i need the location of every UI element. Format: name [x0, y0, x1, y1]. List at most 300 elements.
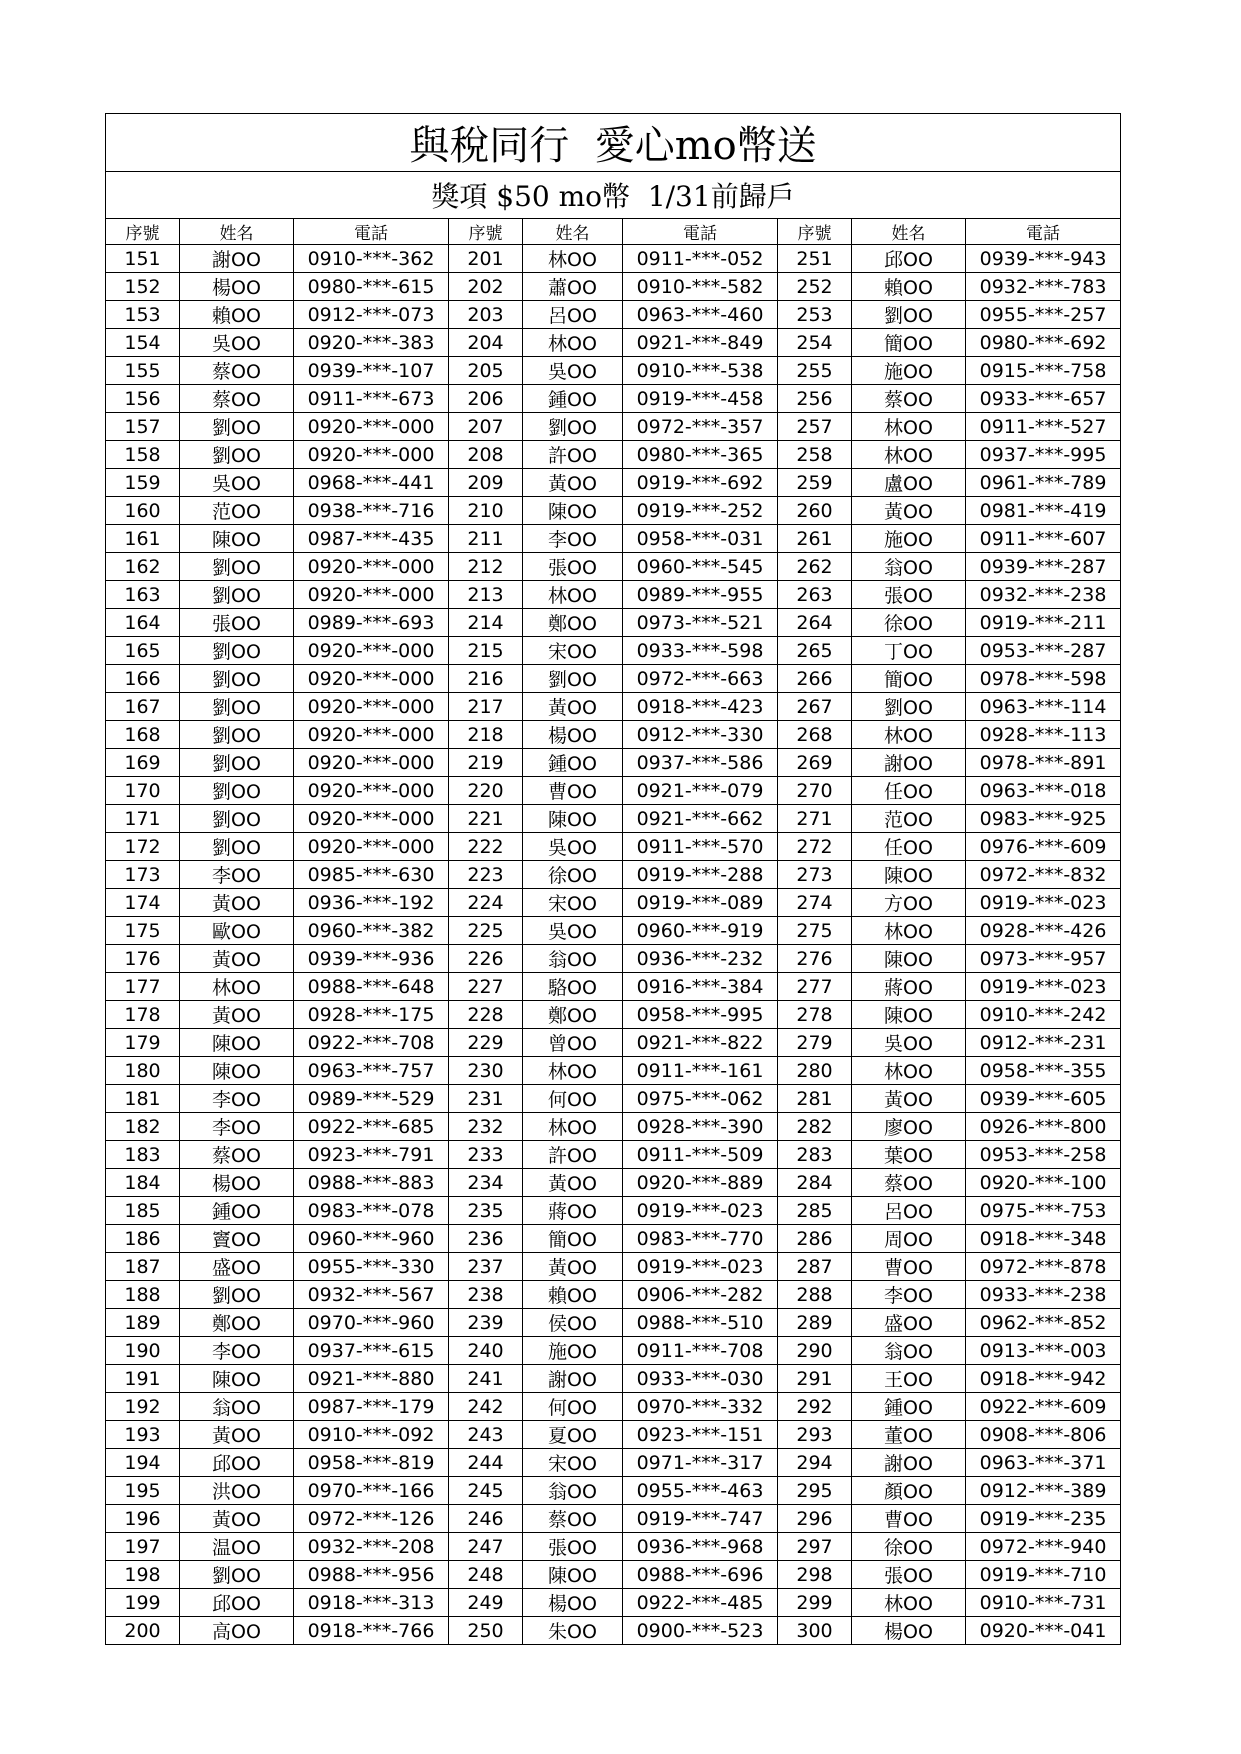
- table-row: [106, 525, 1121, 553]
- name-cell: 劉OO: [180, 805, 294, 833]
- serial-cell: 236: [449, 1225, 523, 1253]
- serial-cell: 214: [449, 609, 523, 637]
- phone-cell: 0921-***-880: [294, 1365, 449, 1393]
- table-row: [106, 1337, 1121, 1365]
- phone-cell: 0989-***-529: [294, 1085, 449, 1113]
- serial-cell: 203: [449, 301, 523, 329]
- table-row: [106, 1393, 1121, 1421]
- phone-cell: 0920-***-000: [294, 637, 449, 665]
- phone-cell: 0922-***-485: [623, 1589, 778, 1617]
- serial-cell: 232: [449, 1113, 523, 1141]
- phone-cell: 0921-***-822: [623, 1029, 778, 1057]
- name-cell: 劉OO: [852, 301, 966, 329]
- name-cell: 林OO: [852, 1057, 966, 1085]
- name-cell: 朱OO: [523, 1617, 623, 1645]
- phone-cell: 0923-***-151: [623, 1421, 778, 1449]
- name-cell: 施OO: [852, 525, 966, 553]
- serial-cell: 167: [106, 693, 180, 721]
- name-cell: 翁OO: [852, 1337, 966, 1365]
- serial-cell: 187: [106, 1253, 180, 1281]
- phone-cell: 0911-***-570: [623, 833, 778, 861]
- serial-cell: 262: [778, 553, 852, 581]
- name-cell: 楊OO: [180, 273, 294, 301]
- serial-cell: 272: [778, 833, 852, 861]
- phone-cell: 0983-***-925: [966, 805, 1121, 833]
- name-cell: 林OO: [523, 329, 623, 357]
- name-cell: 劉OO: [852, 693, 966, 721]
- name-cell: 李OO: [852, 1281, 966, 1309]
- phone-cell: 0988-***-510: [623, 1309, 778, 1337]
- phone-cell: 0980-***-692: [966, 329, 1121, 357]
- name-cell: 翁OO: [180, 1393, 294, 1421]
- serial-cell: 193: [106, 1421, 180, 1449]
- table-row: [106, 777, 1121, 805]
- page-title: 與稅同行 愛心mo幣送: [106, 114, 1121, 172]
- name-cell: 廖OO: [852, 1113, 966, 1141]
- name-cell: 陳OO: [180, 1029, 294, 1057]
- phone-cell: 0938-***-716: [294, 497, 449, 525]
- phone-cell: 0918-***-313: [294, 1589, 449, 1617]
- serial-cell: 261: [778, 525, 852, 553]
- table-row: [106, 637, 1121, 665]
- phone-cell: 0963-***-371: [966, 1449, 1121, 1477]
- name-cell: 陳OO: [180, 1365, 294, 1393]
- serial-cell: 208: [449, 441, 523, 469]
- phone-cell: 0939-***-287: [966, 553, 1121, 581]
- name-cell: 陳OO: [180, 1057, 294, 1085]
- phone-cell: 0922-***-685: [294, 1113, 449, 1141]
- phone-cell: 0910-***-731: [966, 1589, 1121, 1617]
- phone-cell: 0920-***-000: [294, 833, 449, 861]
- name-cell: 顏OO: [852, 1477, 966, 1505]
- serial-cell: 291: [778, 1365, 852, 1393]
- column-header-serial: 序號: [778, 219, 852, 245]
- name-cell: 許OO: [523, 441, 623, 469]
- serial-cell: 251: [778, 245, 852, 273]
- table-row: [106, 1001, 1121, 1029]
- serial-cell: 294: [778, 1449, 852, 1477]
- serial-cell: 241: [449, 1365, 523, 1393]
- serial-cell: 205: [449, 357, 523, 385]
- phone-cell: 0933-***-238: [966, 1281, 1121, 1309]
- serial-cell: 225: [449, 917, 523, 945]
- table-row: [106, 1505, 1121, 1533]
- serial-cell: 185: [106, 1197, 180, 1225]
- name-cell: 翁OO: [852, 553, 966, 581]
- phone-cell: 0972-***-126: [294, 1505, 449, 1533]
- table-row: [106, 721, 1121, 749]
- serial-cell: 246: [449, 1505, 523, 1533]
- phone-cell: 0953-***-287: [966, 637, 1121, 665]
- name-cell: 何OO: [523, 1085, 623, 1113]
- name-cell: 鄭OO: [180, 1309, 294, 1337]
- serial-cell: 245: [449, 1477, 523, 1505]
- phone-cell: 0932-***-238: [966, 581, 1121, 609]
- serial-cell: 200: [106, 1617, 180, 1645]
- name-cell: 黃OO: [180, 889, 294, 917]
- phone-cell: 0916-***-384: [623, 973, 778, 1001]
- phone-cell: 0975-***-062: [623, 1085, 778, 1113]
- name-cell: 葉OO: [852, 1141, 966, 1169]
- phone-cell: 0920-***-000: [294, 553, 449, 581]
- column-header-serial: 序號: [106, 219, 180, 245]
- phone-cell: 0971-***-317: [623, 1449, 778, 1477]
- serial-cell: 207: [449, 413, 523, 441]
- name-cell: 賴OO: [523, 1281, 623, 1309]
- phone-cell: 0918-***-423: [623, 693, 778, 721]
- phone-cell: 0919-***-023: [966, 973, 1121, 1001]
- name-cell: 林OO: [852, 441, 966, 469]
- name-cell: 呂OO: [852, 1197, 966, 1225]
- table-row: [106, 385, 1121, 413]
- table-row: [106, 1113, 1121, 1141]
- name-cell: 温OO: [180, 1533, 294, 1561]
- phone-cell: 0910-***-362: [294, 245, 449, 273]
- serial-cell: 242: [449, 1393, 523, 1421]
- serial-cell: 176: [106, 945, 180, 973]
- phone-cell: 0911-***-673: [294, 385, 449, 413]
- column-header-phone: 電話: [294, 219, 449, 245]
- phone-cell: 0920-***-000: [294, 721, 449, 749]
- table-row: [106, 805, 1121, 833]
- column-header-phone: 電話: [966, 219, 1121, 245]
- table-row: [106, 945, 1121, 973]
- phone-cell: 0912-***-073: [294, 301, 449, 329]
- name-cell: 丁OO: [852, 637, 966, 665]
- serial-cell: 263: [778, 581, 852, 609]
- serial-cell: 165: [106, 637, 180, 665]
- name-cell: 吳OO: [180, 329, 294, 357]
- serial-cell: 267: [778, 693, 852, 721]
- column-header-serial: 序號: [449, 219, 523, 245]
- name-cell: 劉OO: [180, 553, 294, 581]
- phone-cell: 0968-***-441: [294, 469, 449, 497]
- name-cell: 竇OO: [180, 1225, 294, 1253]
- table-row: [106, 1533, 1121, 1561]
- serial-cell: 254: [778, 329, 852, 357]
- name-cell: 張OO: [523, 553, 623, 581]
- phone-cell: 0960-***-960: [294, 1225, 449, 1253]
- name-cell: 黃OO: [523, 693, 623, 721]
- serial-cell: 239: [449, 1309, 523, 1337]
- name-cell: 李OO: [180, 1113, 294, 1141]
- serial-cell: 162: [106, 553, 180, 581]
- serial-cell: 169: [106, 749, 180, 777]
- subtitle-row: [106, 172, 1121, 219]
- serial-cell: 206: [449, 385, 523, 413]
- phone-cell: 0912-***-330: [623, 721, 778, 749]
- name-cell: 張OO: [523, 1533, 623, 1561]
- serial-cell: 195: [106, 1477, 180, 1505]
- serial-cell: 171: [106, 805, 180, 833]
- name-cell: 李OO: [523, 525, 623, 553]
- phone-cell: 0970-***-166: [294, 1477, 449, 1505]
- serial-cell: 153: [106, 301, 180, 329]
- serial-cell: 219: [449, 749, 523, 777]
- name-cell: 盧OO: [852, 469, 966, 497]
- serial-cell: 231: [449, 1085, 523, 1113]
- serial-cell: 265: [778, 637, 852, 665]
- name-cell: 林OO: [523, 1057, 623, 1085]
- name-cell: 劉OO: [180, 1281, 294, 1309]
- name-cell: 黃OO: [180, 1421, 294, 1449]
- phone-cell: 0932-***-208: [294, 1533, 449, 1561]
- name-cell: 徐OO: [523, 861, 623, 889]
- phone-cell: 0910-***-242: [966, 1001, 1121, 1029]
- phone-cell: 0918-***-942: [966, 1365, 1121, 1393]
- phone-cell: 0920-***-000: [294, 581, 449, 609]
- phone-cell: 0987-***-435: [294, 525, 449, 553]
- serial-cell: 194: [106, 1449, 180, 1477]
- serial-cell: 173: [106, 861, 180, 889]
- serial-cell: 217: [449, 693, 523, 721]
- name-cell: 邱OO: [180, 1449, 294, 1477]
- name-cell: 陳OO: [852, 945, 966, 973]
- phone-cell: 0936-***-232: [623, 945, 778, 973]
- name-cell: 劉OO: [180, 693, 294, 721]
- name-cell: 蔡OO: [523, 1505, 623, 1533]
- name-cell: 黃OO: [180, 1505, 294, 1533]
- column-header-name: 姓名: [180, 219, 294, 245]
- table-row: [106, 1085, 1121, 1113]
- name-cell: 蔡OO: [180, 1141, 294, 1169]
- name-cell: 洪OO: [180, 1477, 294, 1505]
- phone-cell: 0976-***-609: [966, 833, 1121, 861]
- serial-cell: 160: [106, 497, 180, 525]
- name-cell: 何OO: [523, 1393, 623, 1421]
- phone-cell: 0922-***-708: [294, 1029, 449, 1057]
- name-cell: 楊OO: [523, 721, 623, 749]
- phone-cell: 0921-***-662: [623, 805, 778, 833]
- phone-cell: 0928-***-113: [966, 721, 1121, 749]
- table-row: [106, 497, 1121, 525]
- name-cell: 施OO: [852, 357, 966, 385]
- serial-cell: 299: [778, 1589, 852, 1617]
- name-cell: 曹OO: [523, 777, 623, 805]
- name-cell: 蔡OO: [852, 385, 966, 413]
- table-row: [106, 693, 1121, 721]
- name-cell: 謝OO: [523, 1365, 623, 1393]
- table-row: [106, 413, 1121, 441]
- name-cell: 林OO: [180, 973, 294, 1001]
- name-cell: 李OO: [180, 861, 294, 889]
- phone-cell: 0911-***-509: [623, 1141, 778, 1169]
- winners-table-body: [106, 245, 1121, 1645]
- phone-cell: 0963-***-757: [294, 1057, 449, 1085]
- phone-cell: 0955-***-463: [623, 1477, 778, 1505]
- phone-cell: 0973-***-521: [623, 609, 778, 637]
- name-cell: 盛OO: [852, 1309, 966, 1337]
- phone-cell: 0972-***-940: [966, 1533, 1121, 1561]
- phone-cell: 0972-***-832: [966, 861, 1121, 889]
- phone-cell: 0913-***-003: [966, 1337, 1121, 1365]
- serial-cell: 248: [449, 1561, 523, 1589]
- phone-cell: 0970-***-960: [294, 1309, 449, 1337]
- serial-cell: 235: [449, 1197, 523, 1225]
- serial-cell: 284: [778, 1169, 852, 1197]
- phone-cell: 0983-***-078: [294, 1197, 449, 1225]
- table-row: [106, 1589, 1121, 1617]
- serial-cell: 293: [778, 1421, 852, 1449]
- name-cell: 陳OO: [523, 1561, 623, 1589]
- phone-cell: 0911-***-052: [623, 245, 778, 273]
- serial-cell: 210: [449, 497, 523, 525]
- name-cell: 宋OO: [523, 1449, 623, 1477]
- serial-cell: 250: [449, 1617, 523, 1645]
- name-cell: 張OO: [852, 581, 966, 609]
- table-row: [106, 441, 1121, 469]
- phone-cell: 0918-***-766: [294, 1617, 449, 1645]
- serial-cell: 180: [106, 1057, 180, 1085]
- phone-cell: 0920-***-100: [966, 1169, 1121, 1197]
- serial-cell: 191: [106, 1365, 180, 1393]
- table-row: [106, 1141, 1121, 1169]
- phone-cell: 0972-***-878: [966, 1253, 1121, 1281]
- phone-cell: 0961-***-789: [966, 469, 1121, 497]
- phone-cell: 0919-***-252: [623, 497, 778, 525]
- name-cell: 邱OO: [180, 1589, 294, 1617]
- serial-cell: 296: [778, 1505, 852, 1533]
- name-cell: 施OO: [523, 1337, 623, 1365]
- name-cell: 劉OO: [180, 833, 294, 861]
- phone-cell: 0923-***-791: [294, 1141, 449, 1169]
- name-cell: 陳OO: [523, 497, 623, 525]
- serial-cell: 264: [778, 609, 852, 637]
- phone-cell: 0963-***-114: [966, 693, 1121, 721]
- serial-cell: 204: [449, 329, 523, 357]
- serial-cell: 289: [778, 1309, 852, 1337]
- serial-cell: 256: [778, 385, 852, 413]
- phone-cell: 0911-***-708: [623, 1337, 778, 1365]
- serial-cell: 223: [449, 861, 523, 889]
- title-row: [106, 114, 1121, 172]
- phone-cell: 0910-***-538: [623, 357, 778, 385]
- serial-cell: 212: [449, 553, 523, 581]
- phone-cell: 0989-***-955: [623, 581, 778, 609]
- serial-cell: 297: [778, 1533, 852, 1561]
- name-cell: 林OO: [852, 413, 966, 441]
- serial-cell: 269: [778, 749, 852, 777]
- serial-cell: 209: [449, 469, 523, 497]
- name-cell: 鍾OO: [180, 1197, 294, 1225]
- serial-cell: 292: [778, 1393, 852, 1421]
- column-header-name: 姓名: [852, 219, 966, 245]
- phone-cell: 0955-***-330: [294, 1253, 449, 1281]
- name-cell: 劉OO: [180, 581, 294, 609]
- phone-cell: 0920-***-383: [294, 329, 449, 357]
- phone-cell: 0937-***-615: [294, 1337, 449, 1365]
- serial-cell: 213: [449, 581, 523, 609]
- phone-cell: 0973-***-957: [966, 945, 1121, 973]
- name-cell: 林OO: [852, 721, 966, 749]
- serial-cell: 172: [106, 833, 180, 861]
- serial-cell: 224: [449, 889, 523, 917]
- name-cell: 謝OO: [180, 245, 294, 273]
- serial-cell: 287: [778, 1253, 852, 1281]
- name-cell: 徐OO: [852, 609, 966, 637]
- name-cell: 鍾OO: [852, 1393, 966, 1421]
- name-cell: 謝OO: [852, 1449, 966, 1477]
- serial-cell: 218: [449, 721, 523, 749]
- phone-cell: 0912-***-231: [966, 1029, 1121, 1057]
- name-cell: 劉OO: [180, 441, 294, 469]
- serial-cell: 201: [449, 245, 523, 273]
- serial-cell: 154: [106, 329, 180, 357]
- phone-cell: 0960-***-919: [623, 917, 778, 945]
- table-row: [106, 889, 1121, 917]
- serial-cell: 220: [449, 777, 523, 805]
- serial-cell: 159: [106, 469, 180, 497]
- name-cell: 黃OO: [523, 1169, 623, 1197]
- serial-cell: 158: [106, 441, 180, 469]
- serial-cell: 283: [778, 1141, 852, 1169]
- serial-cell: 230: [449, 1057, 523, 1085]
- phone-cell: 0978-***-891: [966, 749, 1121, 777]
- phone-cell: 0928-***-175: [294, 1001, 449, 1029]
- name-cell: 黃OO: [180, 945, 294, 973]
- name-cell: 陳OO: [180, 525, 294, 553]
- name-cell: 許OO: [523, 1141, 623, 1169]
- serial-cell: 190: [106, 1337, 180, 1365]
- serial-cell: 188: [106, 1281, 180, 1309]
- name-cell: 翁OO: [523, 1477, 623, 1505]
- serial-cell: 175: [106, 917, 180, 945]
- phone-cell: 0921-***-079: [623, 777, 778, 805]
- table-row: [106, 329, 1121, 357]
- serial-cell: 238: [449, 1281, 523, 1309]
- table-row: [106, 1253, 1121, 1281]
- serial-cell: 228: [449, 1001, 523, 1029]
- name-cell: 簡OO: [852, 665, 966, 693]
- name-cell: 張OO: [852, 1561, 966, 1589]
- name-cell: 謝OO: [852, 749, 966, 777]
- name-cell: 鍾OO: [523, 385, 623, 413]
- name-cell: 劉OO: [180, 721, 294, 749]
- phone-cell: 0920-***-000: [294, 777, 449, 805]
- serial-cell: 170: [106, 777, 180, 805]
- name-cell: 簡OO: [523, 1225, 623, 1253]
- serial-cell: 166: [106, 665, 180, 693]
- column-header-phone: 電話: [623, 219, 778, 245]
- name-cell: 張OO: [180, 609, 294, 637]
- name-cell: 黃OO: [852, 497, 966, 525]
- name-cell: 方OO: [852, 889, 966, 917]
- name-cell: 林OO: [523, 1113, 623, 1141]
- name-cell: 曾OO: [523, 1029, 623, 1057]
- serial-cell: 164: [106, 609, 180, 637]
- serial-cell: 288: [778, 1281, 852, 1309]
- serial-cell: 192: [106, 1393, 180, 1421]
- serial-cell: 285: [778, 1197, 852, 1225]
- serial-cell: 274: [778, 889, 852, 917]
- serial-cell: 174: [106, 889, 180, 917]
- phone-cell: 0911-***-607: [966, 525, 1121, 553]
- phone-cell: 0932-***-783: [966, 273, 1121, 301]
- table-row: [106, 665, 1121, 693]
- name-cell: 劉OO: [180, 777, 294, 805]
- phone-cell: 0960-***-382: [294, 917, 449, 945]
- serial-cell: 279: [778, 1029, 852, 1057]
- name-cell: 徐OO: [852, 1533, 966, 1561]
- serial-cell: 278: [778, 1001, 852, 1029]
- phone-cell: 0906-***-282: [623, 1281, 778, 1309]
- name-cell: 翁OO: [523, 945, 623, 973]
- table-row: [106, 1617, 1121, 1645]
- phone-cell: 0920-***-000: [294, 441, 449, 469]
- serial-cell: 183: [106, 1141, 180, 1169]
- phone-cell: 0960-***-545: [623, 553, 778, 581]
- serial-cell: 271: [778, 805, 852, 833]
